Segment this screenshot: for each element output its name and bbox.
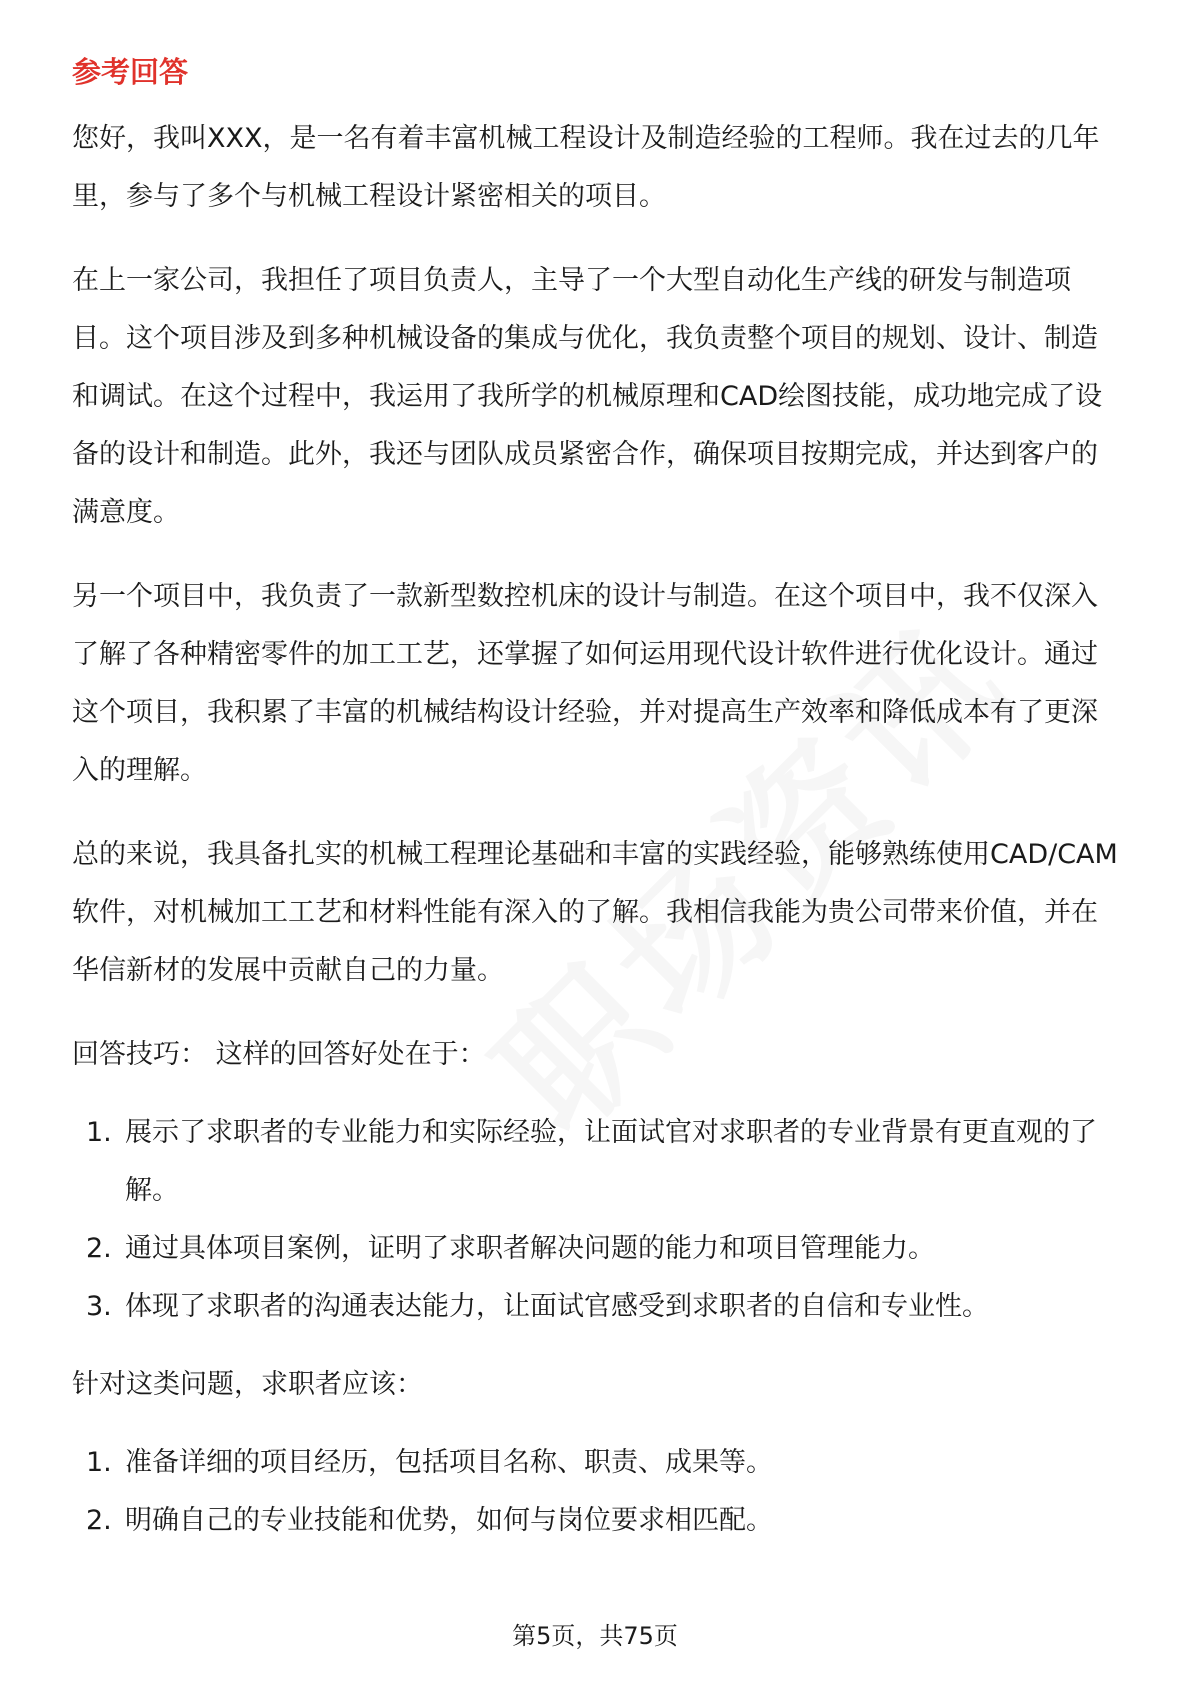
list-item — [72, 1278, 1118, 1336]
tips-label: 回答技巧： 这样的回答好处在于： — [72, 1039, 486, 1070]
list-text: 展示了求职者的专业能力和实际经验，让面试官对求职者的专业背景有更直观的了解。 — [125, 1117, 1097, 1206]
advice-list — [72, 1434, 1118, 1550]
tips-list — [72, 1104, 1118, 1336]
list-text: 准备详细的项目经历，包括项目名称、职责、成果等。 — [125, 1447, 773, 1478]
list-number: 2. — [86, 1233, 112, 1264]
list-text: 通过具体项目案例，证明了求职者解决问题的能力和项目管理能力。 — [125, 1233, 935, 1264]
paragraph-intro: 您好，我叫XXX，是一名有着丰富机械工程设计及制造经验的工程师。我在过去的几年里，参与了多个与机械工程设计紧密相关的项目。 — [72, 123, 1100, 212]
page-content — [72, 48, 1118, 1570]
list-item — [72, 1104, 1118, 1220]
list-number: 1. — [86, 1117, 112, 1148]
list-number: 1. — [86, 1447, 112, 1478]
paragraph-project-2: 另一个项目中，我负责了一款新型数控机床的设计与制造。在这个项目中，我不仅深入了解了各种精密零件的加工工艺，还掌握了如何运用现代设计软件进行优化设计。通过这个项目，我积累了丰富的机械结构设计经验，并对提高生产效率和降低成本有了更深入的理解。 — [72, 581, 1098, 786]
page-number: 第5页，共75页 — [512, 1622, 678, 1650]
paragraph-project-1: 在上一家公司，我担任了项目负责人，主导了一个大型自动化生产线的研发与制造项目。这个项目涉及到多种机械设备的集成与优化，我负责整个项目的规划、设计、制造和调试。在这个过程中，我运用了我所学的机械原理和CAD绘图技能，成功地完成了设备的设计和制造。此外，我还与团队成员紧密合作，确保项目按期完成，并达到客户的满意度。 — [72, 265, 1103, 528]
list-number: 2. — [86, 1505, 112, 1536]
section-heading: 参考回答 — [72, 55, 189, 89]
list-text: 明确自己的专业技能和优势，如何与岗位要求相匹配。 — [125, 1505, 773, 1536]
list-item — [72, 1434, 1118, 1492]
list-item — [72, 1492, 1118, 1550]
list-number: 3. — [86, 1291, 112, 1322]
list-item — [72, 1220, 1118, 1278]
list-text: 体现了求职者的沟通表达能力，让面试官感受到求职者的自信和专业性。 — [125, 1291, 989, 1322]
advice-label: 针对这类问题，求职者应该： — [72, 1369, 423, 1400]
paragraph-summary: 总的来说，我具备扎实的机械工程理论基础和丰富的实践经验，能够熟练使用CAD/CAM软件，对机械加工工艺和材料性能有深入的了解。我相信我能为贵公司带来价值，并在华信新材的发展中贡献自己的力量。 — [72, 839, 1118, 986]
